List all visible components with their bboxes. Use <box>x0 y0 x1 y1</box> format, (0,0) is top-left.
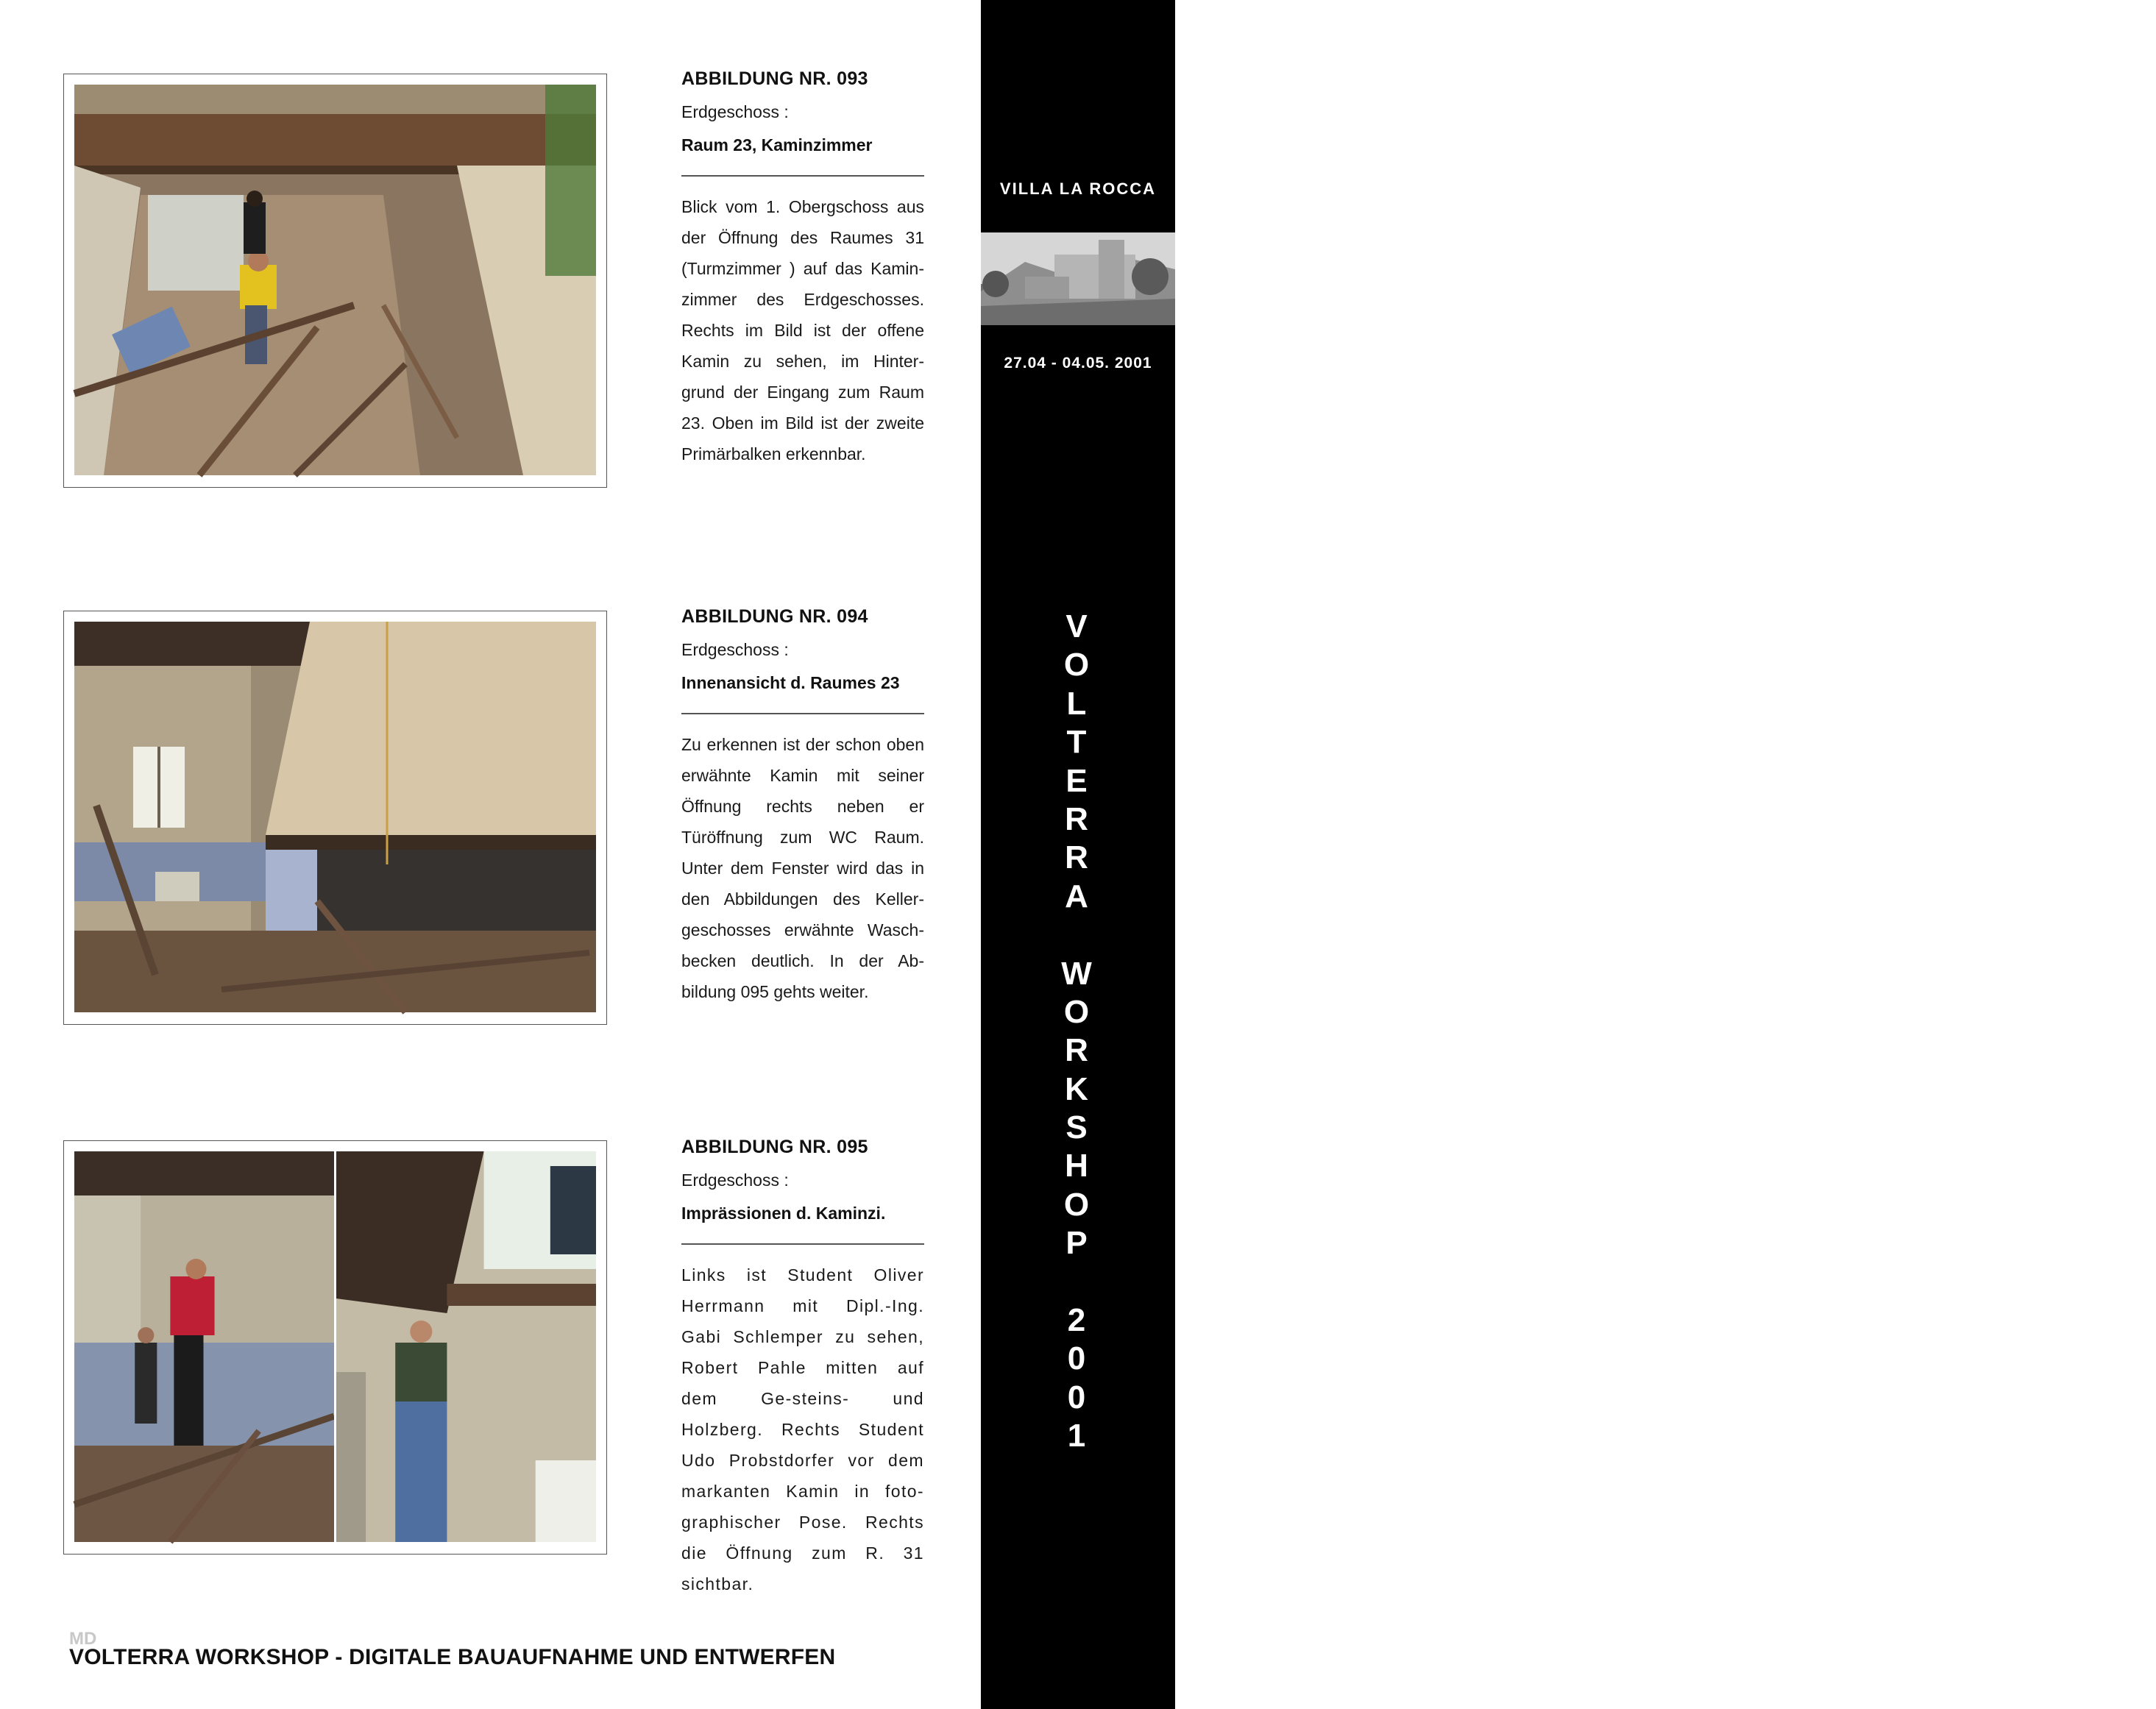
vertical-letter: R <box>1065 839 1088 876</box>
vertical-letter <box>1057 1263 1096 1301</box>
vertical-letter: E <box>1065 762 1088 799</box>
photo-left-students <box>74 1151 334 1542</box>
caption-095 <box>681 1137 924 1599</box>
vertical-letter <box>1057 916 1096 954</box>
vertical-letter: W <box>1061 955 1092 992</box>
vertical-letter: 1 <box>1067 1418 1086 1454</box>
vertical-letter: O <box>1063 993 1090 1030</box>
villa-photo <box>981 232 1175 325</box>
vertical-letter: P <box>1065 1225 1088 1262</box>
figure-description: Links ist Student Oliver Herrmann mit Dipl.-Ing. Gabi Schlemper zu sehen, Robert Pahle mitten auf dem Ge-steins- und Holzberg. Rechts Student Udo Probstdorfer vor dem markanten Kamin in foto-graphischer Pose. Rechts die Öffnung zum R. 31 sichtbar. <box>681 1265 924 1593</box>
figure-title: ABBILDUNG NR. 094 <box>681 606 868 627</box>
figure-floor: Erdgeschoss : <box>681 1170 789 1190</box>
figure-floor: Erdgeschoss : <box>681 102 789 121</box>
divider <box>681 713 924 714</box>
vertical-letter: 0 <box>1067 1340 1086 1377</box>
figure-description: Zu erkennen ist der schon oben erwähnte Kamin mit seiner Öffnung rechts neben er Türöffnung zum WC Raum. Unter dem Fenster wird das in den Abbildungen des Keller-geschosses erwähnte Wasch-becken deutlich. In der Ab-bildung 095 gehts weiter. <box>681 734 924 1001</box>
page-number: 65 <box>2043 1638 2075 1669</box>
photo-frame-095 <box>63 1140 607 1555</box>
vertical-letter: 2 <box>1067 1302 1086 1339</box>
photo-frame-094 <box>63 611 607 1025</box>
vertical-letter: R <box>1065 1032 1088 1069</box>
figure-room: Innenansicht d. Raumes 23 <box>681 673 900 692</box>
figure-room: Imprässionen d. Kaminzi. <box>681 1204 886 1223</box>
vertical-letter: K <box>1065 1070 1088 1107</box>
divider <box>681 1243 924 1245</box>
figure-floor: Erdgeschoss : <box>681 640 789 659</box>
vertical-title <box>1057 608 1096 1456</box>
photo-kaminzimmer-from-above <box>74 85 596 475</box>
author-mark: MD <box>69 1629 97 1649</box>
workshop-dates: 27.04 - 04.05. 2001 <box>1004 355 1152 372</box>
figure-title: ABBILDUNG NR. 095 <box>681 1137 868 1157</box>
divider <box>681 175 924 177</box>
figure-description: Blick vom 1. Obergschoss aus der Öffnung des Raumes 31 (Turmzimmer ) auf das Kamin-zimmer des Erdgeschosses. Rechts im Bild ist der offene Kamin zu sehen, im Hinter-grund der Eingang zum Raum 23. Oben im Bild ist der zweite Primärbalken erkennbar. <box>681 196 924 463</box>
vertical-letter: H <box>1065 1148 1088 1184</box>
vertical-letter: S <box>1065 1109 1088 1146</box>
figure-room: Raum 23, Kaminzimmer <box>681 135 873 154</box>
vertical-letter: A <box>1065 878 1088 914</box>
project-title: VILLA LA ROCCA <box>999 180 1157 198</box>
figure-title: ABBILDUNG NR. 093 <box>681 68 868 89</box>
vertical-letter: L <box>1066 685 1087 722</box>
footer-title: VOLTERRA WORKSHOP - DIGITALE BAUAUFNAHME UND ENTWERFEN <box>69 1645 836 1669</box>
photo-raum-23-interior <box>74 622 596 1012</box>
vertical-letter: O <box>1063 647 1090 683</box>
vertical-letter: O <box>1063 1186 1090 1223</box>
vertical-letter: 0 <box>1067 1379 1086 1415</box>
caption-093 <box>681 68 924 469</box>
caption-094 <box>681 606 924 1007</box>
photo-right-fireplace <box>334 1151 596 1542</box>
photo-frame-093 <box>63 74 607 488</box>
photo-impressions-split <box>74 1151 596 1542</box>
vertical-letter: R <box>1065 800 1088 837</box>
vertical-letter: T <box>1066 724 1087 761</box>
vertical-letter: V <box>1065 608 1088 644</box>
